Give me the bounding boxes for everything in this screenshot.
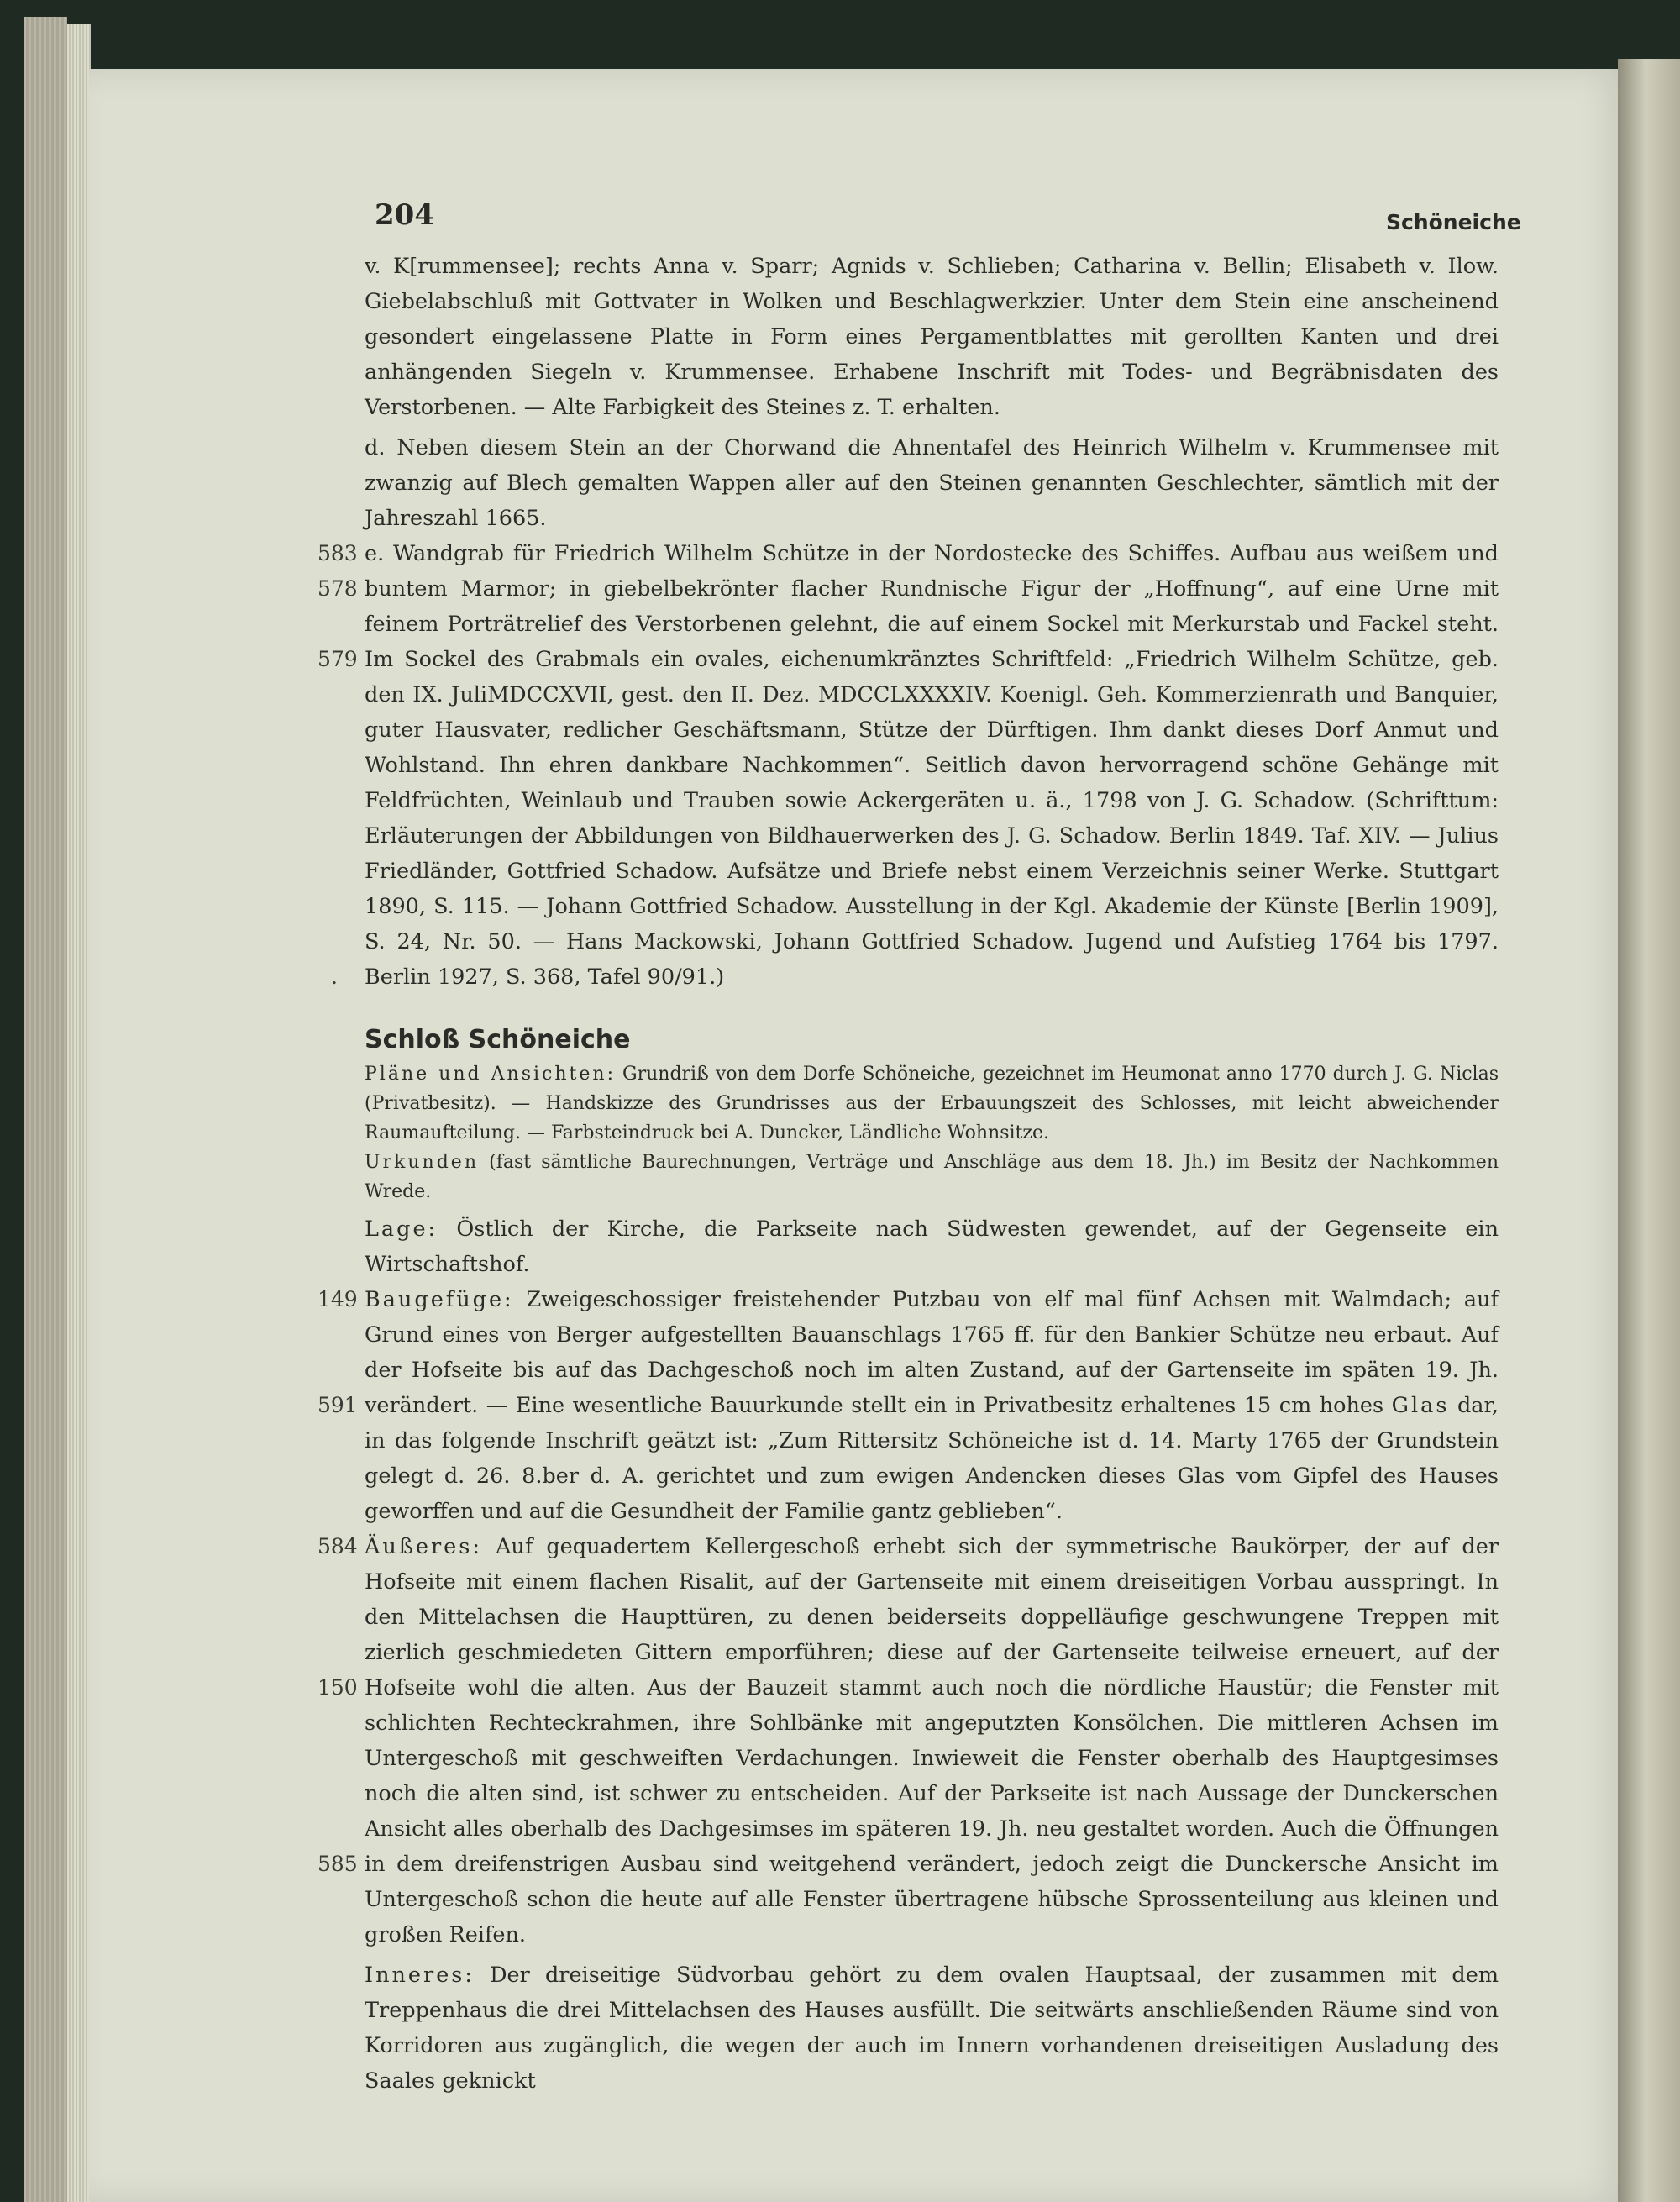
page-number: 204 (375, 198, 434, 232)
entry-text: (fast sämtliche Baurechnungen, Verträge und Anschläge aus dem 18. Jh.) im Besitz der Nachkommen Wrede. (365, 1152, 1499, 1202)
page-edges (67, 24, 91, 2202)
paragraph-text: d. Neben diesem Stein an der Chorwand die Ahnentafel des Heinrich Wilhelm v. Krummensee mit zwanzig auf Blech gemalten Wappen aller auf den Steinen genannten Geschlechter, sämtlich mit der Jahreszahl 1665. (365, 435, 1499, 531)
entry-text: Östlich der Kirche, die Parkseite nach Südwesten gewendet, auf der Gegenseite ein Wirtschaftshof. (365, 1217, 1499, 1277)
paragraph-text: v. K[rummensee]; rechts Anna v. Sparr; Agnids v. Schlieben; Catharina v. Bellin; Elisabeth v. Ilow. Giebelabschluß mit Gottvater in Wolken und Beschlagwerkzier. Unter dem Stein eine anscheinend gesondert eingelassene Platte in Form eines Pergamentblattes mit gerollten Kanten und drei anhängenden Siegeln v. Krummensee. Erhabene Inschrift mit Todes- und Begräbnisdaten des Verstorbenen. — Alte Farbigkeit des Steines z. T. erhalten. (365, 254, 1499, 420)
entry-text: Zweigeschossiger freistehender Putzbau von elf mal fünf Achsen mit Walmdach; auf Grund eines von Berger aufgestellten Bauanschlags 1765 ff. für den Bankier Schütze neu erbaut. Auf der Hofseite bis auf das Dachgeschoß noch im alten Zustand, auf der Gartenseite im späten 19. Jh. verändert. — Eine wesentliche Bauurkunde stellt ein in Privatbesitz erhaltenes 15 cm hohes (365, 1287, 1499, 1418)
aeusseres-entry (318, 1529, 1499, 1952)
entry-label: Äußeres: (365, 1534, 482, 1559)
entry-text: Grundriß von dem Dorfe Schöneiche, gezeichnet im Heumonat anno 1770 durch J. G. Niclas (Privatbesitz). — Handskizze des Grundrisses aus der Erbauungszeit des Schlosses, mit leicht abweichender Raumaufteilung. — Farbsteindruck bei A. Duncker, Ländliche Wohnsitze. (365, 1064, 1499, 1143)
inneres-entry (365, 1958, 1499, 2099)
margin-number: 591 (318, 1393, 358, 1417)
margin-number: 583 (318, 541, 358, 565)
running-header: Schöneiche (1386, 210, 1521, 234)
glas-word: Glas (1391, 1393, 1450, 1418)
baugefuege-entry (318, 1282, 1499, 1529)
entry-label: Lage: (365, 1217, 438, 1242)
plans-entry (365, 1059, 1499, 1148)
page-body (318, 249, 1499, 2099)
margin-number: 585 (318, 1852, 358, 1876)
paragraph-text: e. Wandgrab für Friedrich Wilhelm Schütze in der Nordostecke des Schiffes. Aufbau aus weißem und buntem Marmor; in giebelbekrönter flacher Rundnische Figur der „Hoffnung“, auf eine Urne mit feinem Porträtrelief des Verstorbenen gelehnt, die auf einem Sockel mit Merkurstab und Fackel steht. Im Sockel des Grabmals ein ovales, eichenumkränztes Schriftfeld: „Friedrich Wilhelm Schütze, geb. den IX. JuliMDCCXVII, gest. den II. Dez. MDCCLXXXXIV. Koenigl. Geh. Kommerzienrath und Banquier, guter Hausvater, redlicher Geschäftsmann, Stütze der Dürftigen. Ihm dankt dieses Dorf Anmut und Wohlstand. Ihn ehren dankbare Nachkommen“. Seitlich davon hervorragend schöne Gehänge mit Feldfrüchten, Weinlaub und Trauben sowie Ackergeräten u. ä., 1798 von J. G. Schadow. (Schrifttum: Erläuterungen der Abbildungen von Bildhauerwerken des J. G. Schadow. Berlin 1849. Taf. XIV. — Julius Friedländer, Gottfried Schadow. Aufsätze und Briefe nebst einem Verzeichnis seiner Werke. Stuttgart 1890, S. 115. — Johann Gottfried Schadow. Ausstellung in der Kgl. Akademie der Künste [Berlin 1909], S. 24, Nr. 50. — Hans Mackowski, Johann Gottfried Schadow. Jugend und Aufstieg 1764 bis 1797. Berlin 1927, S. 368, Tafel 90/91.) (365, 541, 1499, 990)
paragraph-c-continued (365, 249, 1499, 425)
entry-label: Pläne und Ansichten: (365, 1064, 616, 1085)
page-gutter (1618, 59, 1680, 2202)
margin-number: 579 (318, 647, 358, 671)
urkunden-entry (365, 1148, 1499, 1206)
entry-label: Urkunden (365, 1152, 479, 1173)
paragraph-e (318, 536, 1499, 995)
book-spine (24, 17, 67, 2202)
margin-mark: . (331, 964, 338, 989)
entry-text: Der dreiseitige Südvorbau gehört zu dem ovalen Hauptsaal, der zusammen mit dem Treppenhaus die drei Mittelachsen des Hauses ausfüllt. Die seitwärts anschließenden Räume sind von Korridoren aus zugänglich, die wegen der auch im Innern vorhandenen dreiseitigen Ausladung des Saales geknickt (365, 1963, 1499, 2094)
entry-text: dar, in das folgende Inschrift geätzt ist: „Zum Rittersitz Schöneiche ist d. 14. Marty 1765 der Grundstein gelegt d. 26. 8.ber d. A. gerichtet und zum ewigen Andencken dieses Glas vom Gipfel des Hauses geworffen und auf die Gesundheit der Familie gantz geblieben“. (365, 1393, 1499, 1524)
margin-number: 584 (318, 1534, 358, 1558)
margin-number: 149 (318, 1287, 358, 1311)
entry-label: Baugefüge: (365, 1287, 514, 1312)
margin-number: 578 (318, 576, 358, 601)
lage-entry (365, 1211, 1499, 1282)
paragraph-d (365, 430, 1499, 536)
section-heading: Schloß Schöneiche (365, 1025, 631, 1054)
entry-label: Inneres: (365, 1963, 475, 1988)
margin-number: 150 (318, 1675, 358, 1700)
entry-text: Auf gequadertem Kellergeschoß erhebt sich der symmetrische Baukörper, der auf der Hofseite mit einem flachen Risalit, auf der Gartenseite mit einem dreiseitigen Vorbau ausspringt. In den Mittelachsen die Haupttüren, zu denen beiderseits doppelläufige geschwungene Treppen mit zierlich geschmiedeten Gittern emporführen; diese auf der Gartenseite teilweise erneuert, auf der Hofseite wohl die alten. Aus der Bauzeit stammt auch noch die nördliche Haustür; die Fenster mit schlichten Rechteckrahmen, ihre Sohlbänke mit angeputzten Konsölchen. Die mittleren Achsen im Untergeschoß mit geschweiften Verdachungen. Inwieweit die Fenster oberhalb des Hauptgesimses noch die alten sind, ist schwer zu entscheiden. Auf der Parkseite ist nach Aussage der Dunckerschen Ansicht alles oberhalb des Dachgesimses im späteren 19. Jh. neu gestaltet worden. Auch die Öffnungen in dem dreifenstrigen Ausbau sind weitgehend verändert, jedoch zeigt die Dunckersche Ansicht im Untergeschoß schon die heute auf alle Fenster übertragene hübsche Sprossenteilung aus kleinen und großen Reifen. (365, 1534, 1499, 1947)
